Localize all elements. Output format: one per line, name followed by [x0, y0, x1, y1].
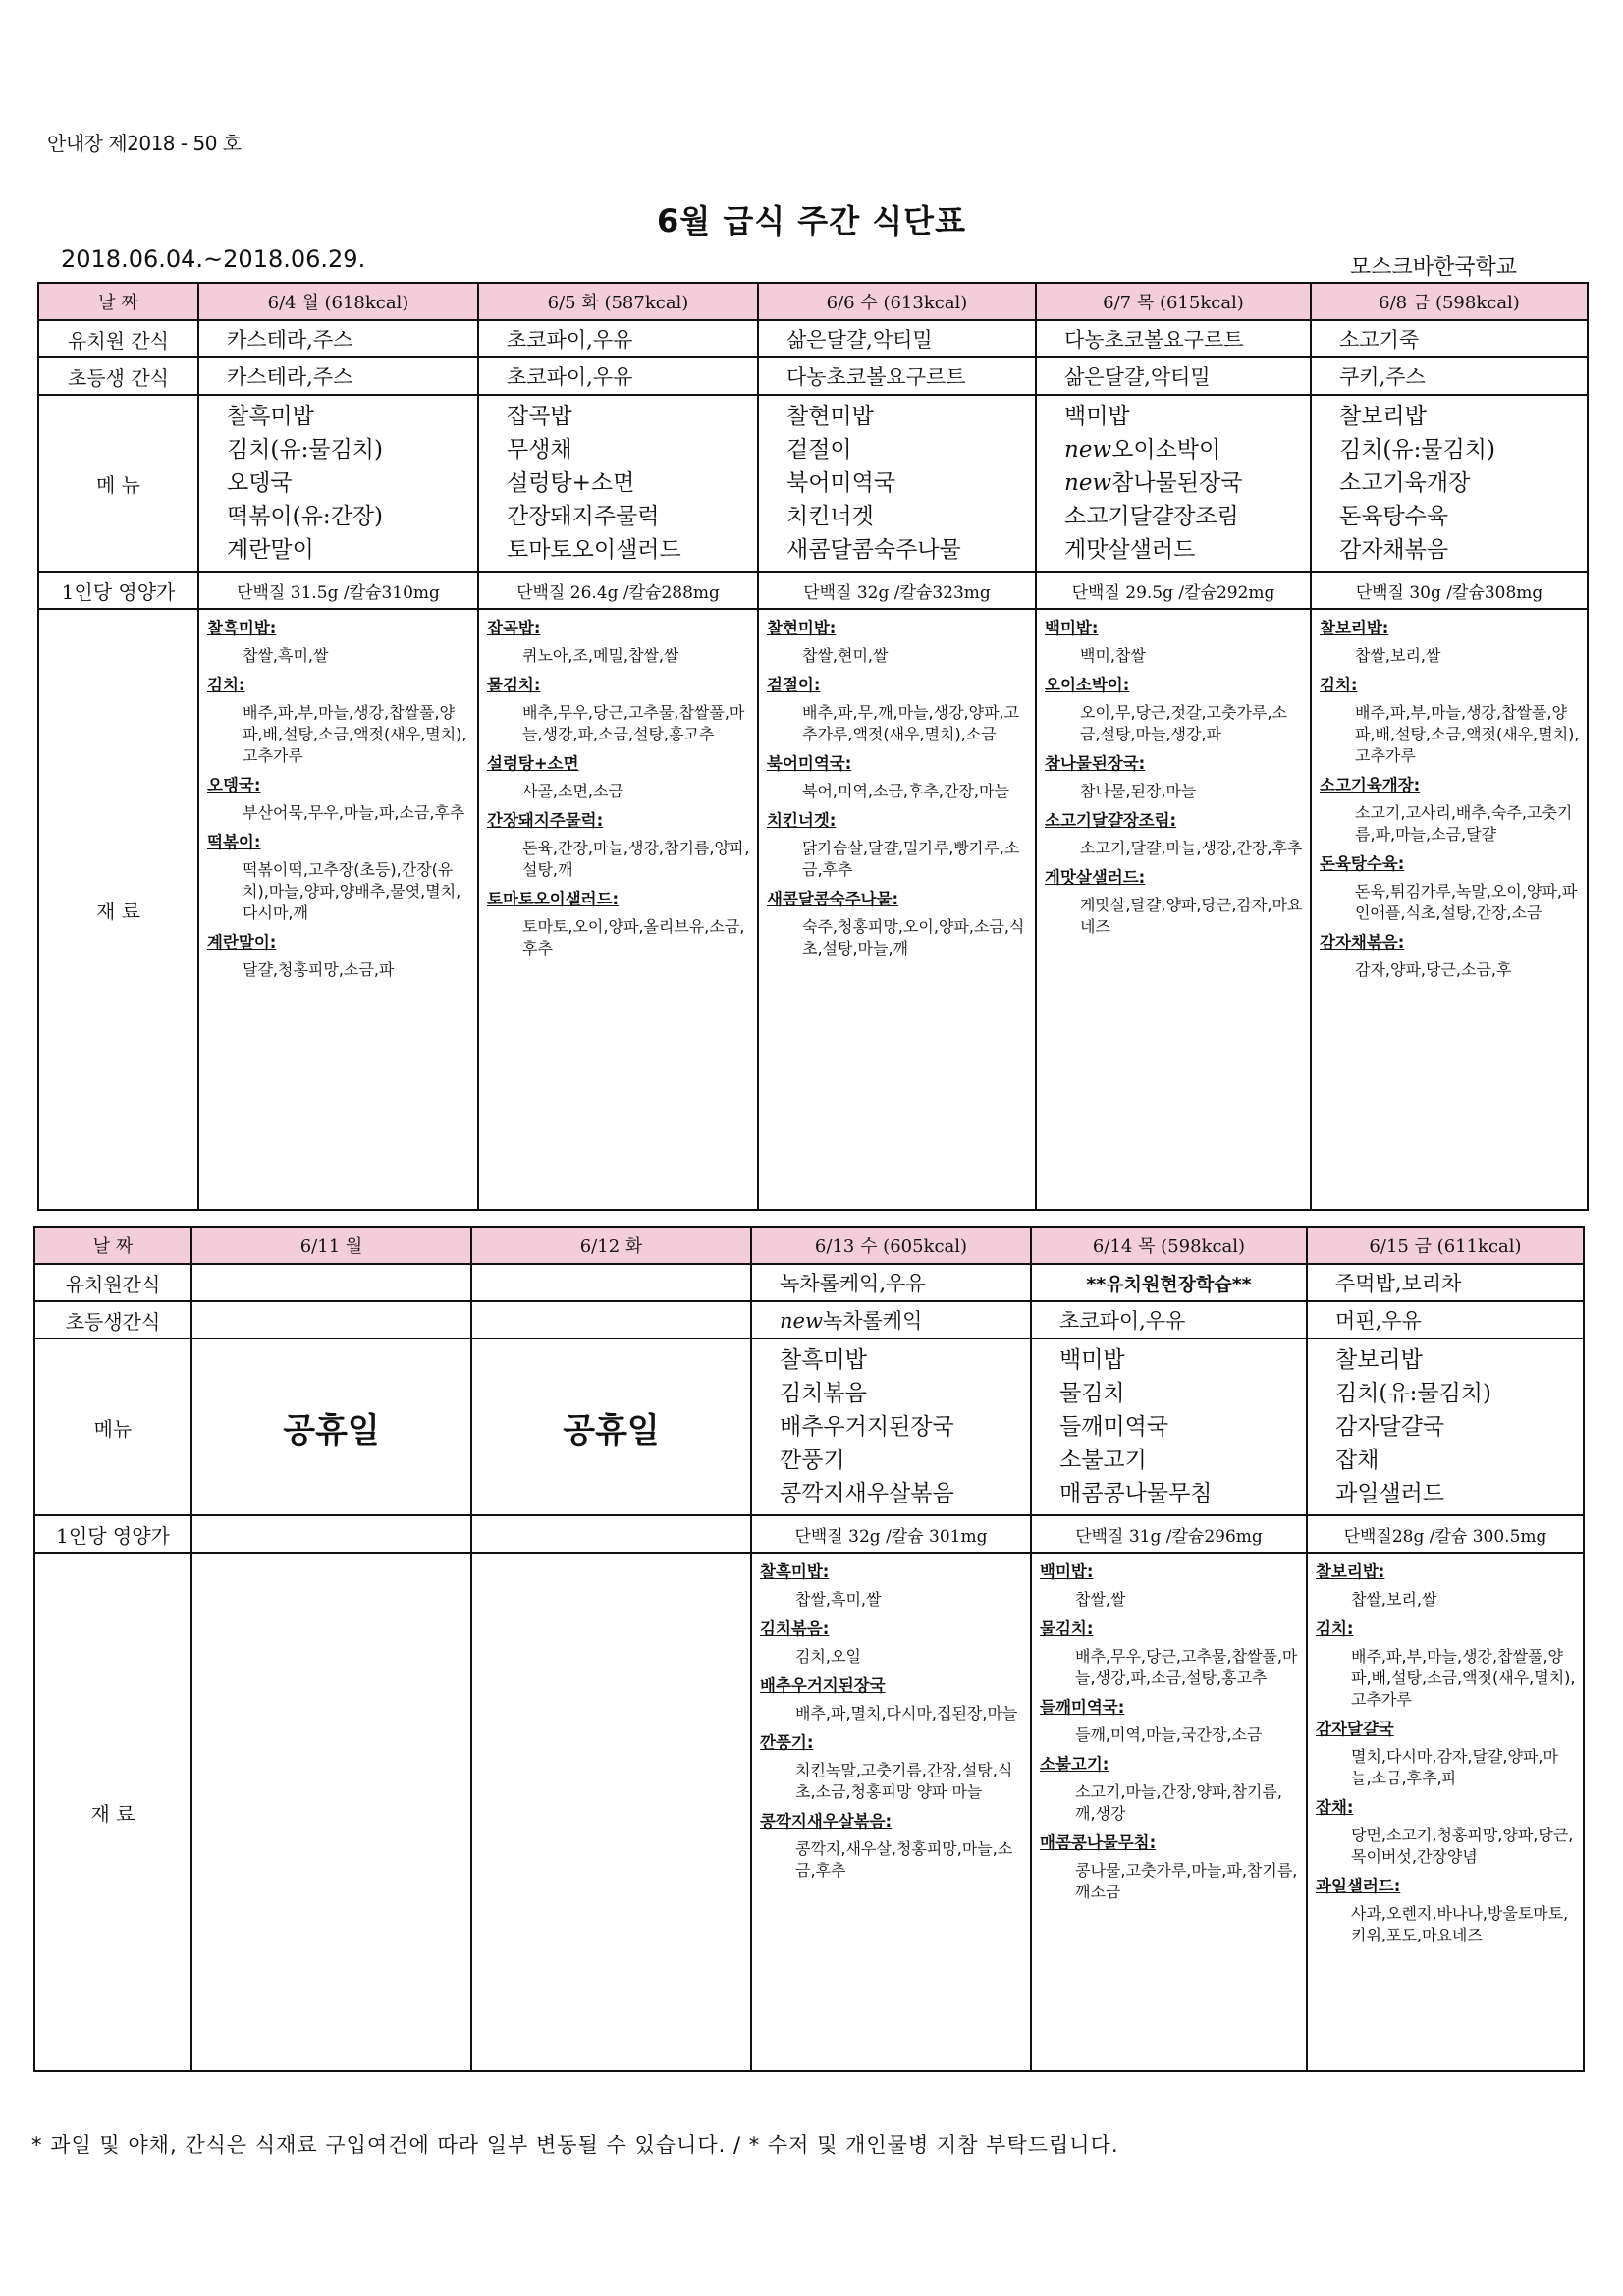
dish-ingredients: 사골,소면,소금: [522, 782, 623, 800]
dish-ingredients: 퀴노아,조,메밀,찹쌀,쌀: [522, 646, 679, 665]
dish-ingredients: 배추,무우,당근,고추물,찹쌀풀,마늘,생강,파,소금,설탕,홍고추: [1075, 1647, 1298, 1687]
dish-ingredients: 게맛살,달걀,양파,당근,감자,마요네즈: [1080, 896, 1303, 936]
footer-note: * 과일 및 야채, 간식은 식재료 구입여건에 따라 일부 변동될 수 있습니다. / * 수저 및 개인물병 지참 부탁드립니다.: [31, 2133, 1119, 2157]
dish-ingredients: 들깨,미역,마늘,국간장,소금: [1075, 1725, 1263, 1744]
menu-item: 계란말이: [227, 537, 314, 563]
nutrition-value: [191, 1515, 471, 1553]
dish-name: 오이소박이:: [1045, 676, 1130, 694]
menu-item: 물김치: [1059, 1381, 1125, 1406]
kinder-snack: 소고기죽: [1311, 320, 1588, 357]
ingredients-list: [198, 609, 478, 1210]
nutrition-value: 단백질28g /칼슘 300.5mg: [1307, 1515, 1584, 1553]
nutrition-value: 단백질 32g /칼슘 301mg: [751, 1515, 1031, 1553]
menu-row: [38, 395, 1588, 572]
dish-name: 과일샐러드:: [1316, 1877, 1401, 1895]
meal-list: [478, 395, 758, 572]
new-badge: new: [1064, 470, 1112, 496]
dish-name: 소고기육개장:: [1320, 776, 1421, 794]
dish-name: 소고기달걀장조림:: [1045, 811, 1177, 830]
dish-ingredients: 찹쌀,보리,쌀: [1355, 646, 1441, 665]
elem-snack-label: 초등생간식: [34, 1301, 191, 1339]
dish-name: 북어미역국:: [767, 754, 852, 773]
dish-name: 잡곡밥:: [487, 619, 541, 637]
dish-name: 새콤달콤숙주나물:: [767, 890, 899, 908]
menu-item: 떡볶이(유:간장): [227, 504, 384, 529]
dish-ingredients: 부산어묵,무우,마늘,파,소금,후추: [243, 803, 465, 822]
menu-item: 소불고기: [1059, 1448, 1147, 1473]
kinder-snack: 주먹밥,보리차: [1307, 1264, 1584, 1301]
dish-name: 콩깍지새우살볶음:: [760, 1812, 893, 1831]
dish-name: 감자채볶음:: [1320, 933, 1405, 952]
dish-ingredients: 돈육,튀김가루,녹말,오이,양파,파인애플,식초,설탕,간장,소금: [1355, 882, 1578, 922]
dish-ingredients: 배주,파,부,마늘,생강,찹쌀풀,양파,배,설탕,소금,액젓(새우,멸치),고추가루: [1351, 1647, 1576, 1709]
menu-item: 찰흑미밥: [780, 1347, 867, 1373]
menu-item: 소고기육개장: [1339, 470, 1471, 496]
elem-snack: 머핀,우유: [1307, 1301, 1584, 1339]
ingredients-label: 재 료: [38, 609, 198, 1210]
ingredients-list: [1307, 1553, 1584, 2071]
dish-ingredients: 찹쌀,흑미,쌀: [243, 646, 329, 665]
period: 2018.06.04.~2018.06.29.: [61, 246, 366, 273]
meal-list: [1031, 1339, 1307, 1515]
elem-snack: new녹차롤케익: [751, 1301, 1031, 1339]
dish-ingredients: 참나물,된장,마늘: [1080, 782, 1197, 800]
dish-name: 물김치:: [487, 676, 541, 694]
new-badge: new: [1064, 437, 1112, 463]
meal-list: [1036, 395, 1311, 572]
dish-ingredients: 돈육,간장,마늘,생강,참기름,양파,설탕,깨: [522, 839, 750, 879]
dish-name: 백미밥:: [1040, 1562, 1094, 1581]
ingredients-label: 재 료: [34, 1553, 191, 2071]
menu-item: 들깨미역국: [1059, 1414, 1169, 1440]
dish-name: 오뎅국:: [207, 776, 261, 794]
nutrition-value: 단백질 26.4g /칼슘288mg: [478, 572, 758, 609]
dish-ingredients: 멸치,다시마,감자,달걀,양파,마늘,소금,후추,파: [1351, 1747, 1558, 1787]
menu-item: 새콤달콤숙주나물: [786, 537, 961, 563]
date-header: 6/11 월: [191, 1227, 471, 1264]
dish-name: 김치:: [1320, 676, 1358, 694]
dish-name: 백미밥:: [1045, 619, 1099, 637]
meal-list: [1311, 395, 1588, 572]
menu-label: 메 뉴: [38, 395, 198, 572]
ingredients-list: [751, 1553, 1031, 2071]
menu-item: 찰보리밥: [1335, 1347, 1423, 1373]
nutrition-value: 단백질 29.5g /칼슘292mg: [1036, 572, 1311, 609]
dish-name: 찰보리밥:: [1316, 1562, 1385, 1581]
elem-snack: [191, 1301, 471, 1339]
elem-snack: 초코파이,우유: [478, 357, 758, 395]
dish-name: 소불고기:: [1040, 1755, 1109, 1774]
date-label: 날 짜: [38, 283, 198, 320]
dish-name: 김치:: [207, 676, 245, 694]
holiday-label: 공휴일: [191, 1339, 471, 1515]
dish-name: 토마토오이샐러드:: [487, 890, 620, 908]
menu-label: 메뉴: [34, 1339, 191, 1515]
menu-item: 찰흑미밥: [227, 404, 314, 429]
menu-item: 매콤콩나물무침: [1059, 1481, 1213, 1506]
elem-snack: 삶은달걀,악티밀: [1036, 357, 1311, 395]
elem-snack: 다농초코볼요구르트: [758, 357, 1036, 395]
dish-name: 찰흑미밥:: [207, 619, 277, 637]
menu-item: 김치(유:물김치): [227, 437, 384, 463]
dish-ingredients: 콩깍지,새우살,청홍피망,마늘,소금,후추: [795, 1839, 1013, 1880]
nutrition-label: 1인당 영양가: [34, 1515, 191, 1553]
dish-name: 김치볶음:: [760, 1619, 830, 1638]
nutrition-value: 단백질 32g /칼슘323mg: [758, 572, 1036, 609]
date-header: 6/4 월 (618kcal): [198, 283, 478, 320]
dish-ingredients: 찹쌀,쌀: [1075, 1590, 1126, 1609]
menu-item: 찰현미밥: [786, 404, 874, 429]
menu-item: 감자달걀국: [1335, 1414, 1445, 1440]
nutrition-row: [34, 1515, 1584, 1553]
dish-name: 김치:: [1316, 1619, 1354, 1638]
menu-item: 토마토오이샐러드: [507, 537, 681, 563]
kinder-snack: 초코파이,우유: [478, 320, 758, 357]
week2-menu-table: [33, 1226, 1585, 2072]
menu-item: 과일샐러드: [1335, 1481, 1445, 1506]
menu-item: 잡채: [1335, 1448, 1380, 1473]
dish-ingredients: 배주,파,부,마늘,생강,찹쌀풀,양파,배,설탕,소금,액젓(새우,멸치),고추가루: [1355, 703, 1580, 765]
week1-menu-table: [37, 282, 1589, 1211]
kinder-snack-row: [34, 1264, 1584, 1301]
ingredients-list: [1311, 609, 1588, 1210]
meal-list: [751, 1339, 1031, 1515]
menu-item: 잡곡밥: [507, 404, 572, 429]
dish-name: 배추우거지된장국: [760, 1676, 886, 1695]
kinder-snack: [191, 1264, 471, 1301]
menu-item: 치킨너겟: [786, 504, 874, 529]
kinder-snack-row: [38, 320, 1588, 357]
elem-snack: 초코파이,우유: [1031, 1301, 1307, 1339]
menu-item: 간장돼지주물럭: [507, 504, 660, 529]
elem-snack: [471, 1301, 751, 1339]
date-header: 6/5 화 (587kcal): [478, 283, 758, 320]
menu-item: 찰보리밥: [1339, 404, 1427, 429]
holiday-label: 공휴일: [471, 1339, 751, 1515]
menu-item: 돈육탕수육: [1339, 504, 1449, 529]
dish-ingredients: 소고기,달걀,마늘,생강,간장,후추: [1080, 839, 1303, 857]
kinder-snack: [471, 1264, 751, 1301]
dish-ingredients: 소고기,마늘,간장,양파,참기름,깨,생강: [1075, 1782, 1282, 1823]
school-name: 모스크바한국학교: [1349, 255, 1517, 280]
date-label: 날 짜: [34, 1227, 191, 1264]
date-header: 6/14 목 (598kcal): [1031, 1227, 1307, 1264]
dish-name: 매콤콩나물무침:: [1040, 1833, 1157, 1852]
ingredients-list: [758, 609, 1036, 1210]
dish-name: 들깨미역국:: [1040, 1698, 1125, 1717]
nutrition-label: 1인당 영양가: [38, 572, 198, 609]
menu-item: 감자채볶음: [1339, 537, 1449, 563]
dish-ingredients: 북어,미역,소금,후추,간장,마늘: [802, 782, 1009, 800]
meal-list: [198, 395, 478, 572]
menu-item: 게맛살샐러드: [1064, 537, 1196, 563]
date-header: 6/15 금 (611kcal): [1307, 1227, 1584, 1264]
menu-item: 김치볶음: [780, 1381, 867, 1406]
elem-snack-row: [34, 1301, 1584, 1339]
elem-snack-label: 초등생 간식: [38, 357, 198, 395]
nutrition-value: 단백질 31g /칼슘296mg: [1031, 1515, 1307, 1553]
menu-item: 오뎅국: [227, 470, 293, 496]
dish-name: 돈육탕수육:: [1320, 854, 1405, 873]
notice-number: 안내장 제2018 - 50 호: [47, 132, 242, 155]
dish-ingredients: 소고기,고사리,배추,숙주,고춧기름,파,마늘,소금,달걀: [1355, 803, 1573, 844]
dish-name: 치킨너겟:: [767, 811, 837, 830]
menu-item: 소고기달걀장조림: [1064, 504, 1239, 529]
dish-name: 게맛살샐러드:: [1045, 868, 1146, 887]
dish-ingredients: 달걀,청홍피망,소금,파: [243, 960, 395, 979]
date-row: [34, 1227, 1584, 1264]
menu-item: 배추우거지된장국: [780, 1414, 954, 1440]
kinder-snack: 녹차롤케익,우유: [751, 1264, 1031, 1301]
dish-ingredients: 치킨녹말,고춧기름,간장,설탕,식초,소금,청홍피망 양파 마늘: [795, 1761, 1013, 1801]
menu-item: new참나물된장국: [1064, 470, 1243, 496]
dish-ingredients: 떡볶이떡,고추장(초등),간장(유치),마늘,양파,양배추,물엿,멸치,다시마,깨: [243, 860, 461, 922]
date-header: 6/8 금 (598kcal): [1311, 283, 1588, 320]
dish-name: 찰현미밥:: [767, 619, 837, 637]
menu-item: 김치(유:물김치): [1339, 437, 1496, 463]
dish-name: 찰흑미밥:: [760, 1562, 830, 1581]
dish-ingredients: 닭가슴살,달걀,밀가루,빵가루,소금,후추: [802, 839, 1020, 879]
dish-name: 물김치:: [1040, 1619, 1094, 1638]
date-header: 6/12 화: [471, 1227, 751, 1264]
menu-item: 김치(유:물김치): [1335, 1381, 1492, 1406]
kinder-snack-label: 유치원간식: [34, 1264, 191, 1301]
menu-item: 깐풍기: [780, 1448, 845, 1473]
kinder-snack: 카스테라,주스: [198, 320, 478, 357]
dish-name: 참나물된장국:: [1045, 754, 1146, 773]
menu-item: 백미밥: [1064, 404, 1130, 429]
meal-list: [1307, 1339, 1584, 1515]
dish-name: 설렁탕+소면: [487, 754, 579, 773]
dish-ingredients: 배추,파,멸치,다시마,집된장,마늘: [795, 1704, 1018, 1722]
dish-name: 깐풍기:: [760, 1733, 814, 1752]
dish-name: 겉절이:: [767, 676, 821, 694]
nutrition-row: [38, 572, 1588, 609]
dish-ingredients: 찹쌀,흑미,쌀: [795, 1590, 882, 1609]
dish-name: 찰보리밥:: [1320, 619, 1389, 637]
elem-snack: 카스테라,주스: [198, 357, 478, 395]
page-title: 6월 급식 주간 식단표: [657, 202, 966, 240]
nutrition-value: 단백질 30g /칼슘308mg: [1311, 572, 1588, 609]
dish-ingredients: 찹쌀,보리,쌀: [1351, 1590, 1437, 1609]
kinder-snack: 삶은달걀,악티밀: [758, 320, 1036, 357]
dish-name: 잡채:: [1316, 1798, 1354, 1817]
date-header: 6/7 목 (615kcal): [1036, 283, 1311, 320]
dish-ingredients: 찹쌀,현미,쌀: [802, 646, 889, 665]
ingredients-list: [1031, 1553, 1307, 2071]
dish-name: 계란말이:: [207, 933, 277, 952]
elem-snack-row: [38, 357, 1588, 395]
dish-ingredients: 감자,양파,당근,소금,후: [1355, 960, 1512, 979]
menu-row: [34, 1339, 1584, 1515]
ingredients-row: [34, 1553, 1584, 2071]
menu-item: 백미밥: [1059, 1347, 1125, 1373]
dish-ingredients: 배주,파,부,마늘,생강,찹쌀풀,양파,배,설탕,소금,액젓(새우,멸치),고추가루: [243, 703, 467, 765]
kinder-snack: **유치원현장학습**: [1031, 1264, 1307, 1301]
dish-name: 감자달걀국: [1316, 1720, 1394, 1738]
dish-ingredients: 사과,오렌지,바나나,방울토마토,키위,포도,마요네즈: [1351, 1904, 1569, 1944]
dish-ingredients: 배추,무우,당근,고추물,찹쌀풀,마늘,생강,파,소금,설탕,홍고추: [522, 703, 745, 743]
dish-ingredients: 숙주,청홍피망,오이,양파,소금,식초,설탕,마늘,깨: [802, 917, 1025, 957]
menu-item: new오이소박이: [1064, 437, 1221, 463]
ingredients-list: [478, 609, 758, 1210]
menu-item: 북어미역국: [786, 470, 896, 496]
ingredients-list: [191, 1553, 471, 2071]
nutrition-value: [471, 1515, 751, 1553]
date-row: [38, 283, 1588, 320]
menu-item: 무생채: [507, 437, 572, 463]
elem-snack: 쿠키,주스: [1311, 357, 1588, 395]
dish-ingredients: 김치,오일: [795, 1647, 861, 1666]
kinder-snack-label: 유치원 간식: [38, 320, 198, 357]
nutrition-value: 단백질 31.5g /칼슘310mg: [198, 572, 478, 609]
menu-item: 겉절이: [786, 437, 852, 463]
dish-ingredients: 오이,무,당근,젓갈,고춧가루,소금,설탕,마늘,생강,파: [1080, 703, 1287, 743]
ingredients-row: [38, 609, 1588, 1210]
meal-list: [758, 395, 1036, 572]
ingredients-list: [1036, 609, 1311, 1210]
date-header: 6/6 수 (613kcal): [758, 283, 1036, 320]
ingredients-list: [471, 1553, 751, 2071]
dish-name: 간장돼지주물럭:: [487, 811, 604, 830]
dish-ingredients: 당면,소고기,청홍피망,양파,당근,목이버섯,간장양념: [1351, 1826, 1574, 1866]
dish-ingredients: 백미,찹쌀: [1080, 646, 1146, 665]
dish-ingredients: 배추,파,무,깨,마늘,생강,양파,고추가루,액젓(새우,멸치),소금: [802, 703, 1020, 743]
dish-ingredients: 토마토,오이,양파,올리브유,소금,후추: [522, 917, 745, 957]
dish-ingredients: 콩나물,고춧가루,마늘,파,참기름,깨소금: [1075, 1861, 1298, 1901]
new-badge: new: [780, 1309, 823, 1333]
date-header: 6/13 수 (605kcal): [751, 1227, 1031, 1264]
menu-item: 콩깍지새우살볶음: [780, 1481, 954, 1506]
kinder-snack: 다농초코볼요구르트: [1036, 320, 1311, 357]
dish-name: 떡볶이:: [207, 833, 261, 851]
menu-item: 설렁탕+소면: [507, 470, 635, 496]
